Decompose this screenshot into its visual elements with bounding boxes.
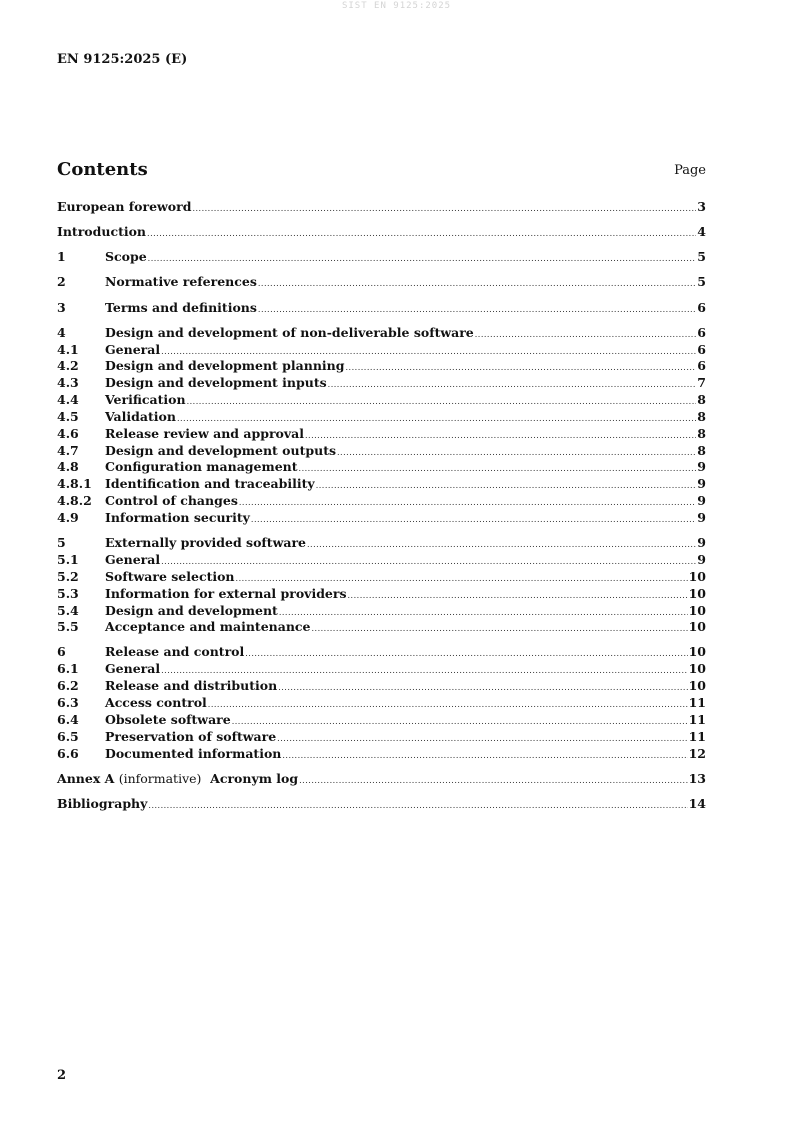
toc-entry-number: 5.4 — [57, 602, 79, 618]
leader-dots — [305, 428, 696, 445]
toc-entry-title: Identification and traceability — [105, 476, 315, 492]
toc-entry[interactable] — [57, 678, 706, 695]
leader-dots — [348, 588, 688, 605]
toc-entry[interactable] — [57, 695, 706, 712]
leader-dots — [312, 621, 688, 638]
toc-entry[interactable] — [57, 392, 706, 409]
toc-entry-title: Preservation of software — [105, 728, 277, 744]
toc-entry[interactable] — [57, 358, 706, 375]
toc-entry[interactable] — [57, 249, 706, 266]
toc-entry-title: Verification — [105, 392, 186, 408]
leader-dots — [192, 201, 696, 218]
toc-entry-annex-a[interactable] — [57, 771, 706, 788]
page-column-label: Page — [674, 163, 706, 178]
toc-entry-page: 9 — [697, 551, 706, 567]
toc-entry[interactable] — [57, 443, 706, 460]
toc-entry-title: Introduction — [57, 224, 147, 240]
toc-entry[interactable] — [57, 459, 706, 476]
toc-entry-number: 4.7 — [57, 442, 79, 458]
toc-entry[interactable] — [57, 535, 706, 552]
leader-dots — [278, 680, 687, 697]
toc-entry-title: Obsolete software — [105, 711, 231, 727]
toc-entry[interactable] — [57, 729, 706, 746]
toc-entry[interactable] — [57, 569, 706, 586]
toc-entry-title: Design and development inputs — [105, 375, 327, 391]
toc-entry-page: 9 — [697, 459, 706, 475]
toc-entry-page: 7 — [697, 375, 706, 391]
leader-dots — [279, 605, 688, 622]
toc-entry-number: 6.4 — [57, 711, 79, 727]
toc-entry-page: 8 — [697, 392, 706, 408]
toc-entry-title: Information for external providers — [105, 585, 347, 601]
toc-entry-number: 5 — [57, 535, 66, 551]
leader-dots — [475, 327, 697, 344]
leader-dots — [316, 478, 697, 495]
toc-entry[interactable] — [57, 712, 706, 729]
annex-qualifier: (informative) — [118, 770, 202, 786]
toc-entry-page: 8 — [697, 408, 706, 424]
toc-entry-title: Acceptance and maintenance — [105, 619, 311, 635]
toc-entry-page: 10 — [688, 644, 706, 660]
toc-entry-page: 13 — [688, 770, 706, 786]
toc-entry-number: 4.4 — [57, 392, 79, 408]
toc-entry-page: 11 — [688, 728, 706, 744]
toc-entry[interactable] — [57, 300, 706, 317]
leader-dots — [346, 360, 697, 377]
toc-entry-number: 5.2 — [57, 568, 79, 584]
toc-entry-number: 6.5 — [57, 728, 79, 744]
leader-dots — [307, 537, 696, 554]
toc-entry[interactable] — [57, 325, 706, 342]
leader-dots — [258, 302, 696, 319]
toc-entry[interactable] — [57, 746, 706, 763]
toc-entry-title: European foreword — [57, 199, 192, 214]
toc-entry-number: 4.2 — [57, 358, 79, 374]
annex-title: Acronym log — [210, 770, 299, 786]
leader-dots — [148, 251, 697, 268]
leader-dots — [208, 697, 688, 714]
toc-entry-title: Scope — [105, 249, 147, 265]
toc-entry-title: Information security — [105, 509, 250, 525]
toc-entry-number: 6.3 — [57, 695, 79, 711]
toc-entry[interactable] — [57, 342, 706, 359]
toc-entry-title: General — [105, 551, 161, 567]
contents-heading: Contents — [57, 159, 148, 180]
toc-entry-title: Access control — [105, 695, 207, 711]
toc-entry-bibliography[interactable] — [57, 796, 706, 813]
toc-entry-title: Design and development planning — [105, 358, 345, 374]
toc-entry-number: 6 — [57, 644, 66, 660]
toc-entry-number: 6.2 — [57, 678, 79, 694]
toc-entry-page: 4 — [697, 224, 706, 240]
toc-entry-title: Software selection — [105, 568, 235, 584]
toc-entry[interactable] — [57, 644, 706, 661]
toc-entry-number: 5.1 — [57, 551, 79, 567]
toc-entry[interactable] — [57, 661, 706, 678]
toc-entry-title: General — [105, 661, 161, 677]
leader-dots — [148, 798, 687, 815]
toc-entry-page: 9 — [697, 493, 706, 509]
toc-entry-title: Validation — [105, 408, 176, 424]
leader-dots — [187, 394, 697, 411]
toc-entry-page: 8 — [697, 425, 706, 441]
leader-dots — [299, 461, 697, 478]
leader-dots — [239, 495, 696, 512]
leader-dots — [282, 748, 687, 765]
toc-entry-number: 4.6 — [57, 425, 79, 441]
toc-entry-number: 4.1 — [57, 341, 79, 357]
toc-entry-title: Configuration management — [105, 459, 298, 475]
toc-entry-page: 10 — [688, 585, 706, 601]
leader-dots — [147, 226, 696, 243]
toc-entry-number: 4.8.1 — [57, 476, 92, 492]
annex-label: Annex A — [57, 770, 115, 786]
table-of-contents — [57, 199, 706, 813]
toc-entry-page: 10 — [688, 568, 706, 584]
toc-entry-title: Design and development — [105, 602, 278, 618]
toc-entry-page: 5 — [697, 274, 706, 290]
toc-entry-number: 1 — [57, 249, 66, 265]
leader-dots — [328, 377, 697, 394]
toc-entry-number: 4.3 — [57, 375, 79, 391]
toc-entry[interactable] — [57, 552, 706, 569]
toc-entry-title: Release review and approval — [105, 425, 304, 441]
toc-entry-number: 6.6 — [57, 745, 79, 761]
toc-entry[interactable] — [57, 409, 706, 426]
toc-entry-number: 4.5 — [57, 408, 79, 424]
toc-entry-number: 2 — [57, 274, 66, 290]
toc-entry-number: 4.8 — [57, 459, 79, 475]
toc-entry-title: Externally provided software — [105, 535, 306, 551]
toc-entry-page: 6 — [697, 341, 706, 357]
toc-entry-title: General — [105, 341, 161, 357]
toc-entry-page: 6 — [697, 358, 706, 374]
toc-entry[interactable] — [57, 274, 706, 291]
toc-entry[interactable] — [57, 493, 706, 510]
toc-entry-page: 3 — [697, 199, 706, 214]
toc-entry[interactable] — [57, 476, 706, 493]
toc-entry-page: 9 — [697, 509, 706, 525]
toc-entry[interactable] — [57, 619, 706, 636]
leader-dots — [337, 445, 696, 462]
toc-entry-page: 6 — [697, 299, 706, 315]
leader-dots — [258, 276, 696, 293]
toc-entry[interactable] — [57, 586, 706, 603]
leader-dots — [161, 554, 696, 571]
toc-entry-page: 8 — [697, 442, 706, 458]
toc-entry-title: Design and development of non-deliverable software — [105, 324, 474, 340]
leader-dots — [245, 646, 687, 663]
toc-entry-page: 10 — [688, 619, 706, 635]
toc-entry-page: 11 — [688, 711, 706, 727]
leader-dots — [232, 714, 688, 731]
toc-entry-page: 9 — [697, 476, 706, 492]
toc-entry-number: 5.5 — [57, 619, 79, 635]
toc-entry-number: 3 — [57, 299, 66, 315]
toc-entry-title: Control of changes — [105, 493, 238, 509]
toc-entry-title — [57, 771, 298, 788]
toc-entry-european-foreword[interactable] — [57, 199, 706, 216]
toc-entry-page: 10 — [688, 602, 706, 618]
watermark: SIST EN 9125:2025 — [341, 1, 452, 11]
toc-entry-title: Release and distribution — [105, 678, 278, 694]
toc-entry-introduction[interactable] — [57, 224, 706, 241]
toc-entry-page: 11 — [688, 695, 706, 711]
toc-entry-page: 10 — [688, 661, 706, 677]
toc-entry-title: Release and control — [105, 644, 245, 660]
toc-entry[interactable] — [57, 603, 706, 620]
toc-entry-number: 4.8.2 — [57, 493, 92, 509]
toc-entry-number: 5.3 — [57, 585, 79, 601]
toc-entry-page: 9 — [697, 535, 706, 551]
toc-entry-number: 4.9 — [57, 509, 79, 525]
toc-entry[interactable] — [57, 426, 706, 443]
toc-entry-page: 12 — [688, 745, 706, 761]
toc-entry-number: 4 — [57, 324, 66, 340]
page-number: 2 — [57, 1068, 67, 1083]
toc-entry-title: Design and development outputs — [105, 442, 337, 458]
toc-entry-number: 6.1 — [57, 661, 79, 677]
leader-dots — [299, 773, 687, 790]
leader-dots — [251, 512, 696, 529]
toc-entry-page: 5 — [697, 249, 706, 265]
toc-entry-page: 6 — [697, 324, 706, 340]
document-id: EN 9125:2025 (E) — [57, 52, 188, 67]
toc-entry[interactable] — [57, 510, 706, 527]
toc-entry-title: Normative references — [105, 274, 257, 290]
leader-dots — [277, 731, 687, 748]
toc-entry-page: 10 — [688, 678, 706, 694]
toc-entry-title: Bibliography — [57, 795, 148, 811]
toc-entry[interactable] — [57, 375, 706, 392]
toc-entry-title: Terms and definitions — [105, 299, 257, 315]
toc-entry-page: 14 — [688, 795, 706, 811]
toc-entry-title: Documented information — [105, 745, 282, 761]
